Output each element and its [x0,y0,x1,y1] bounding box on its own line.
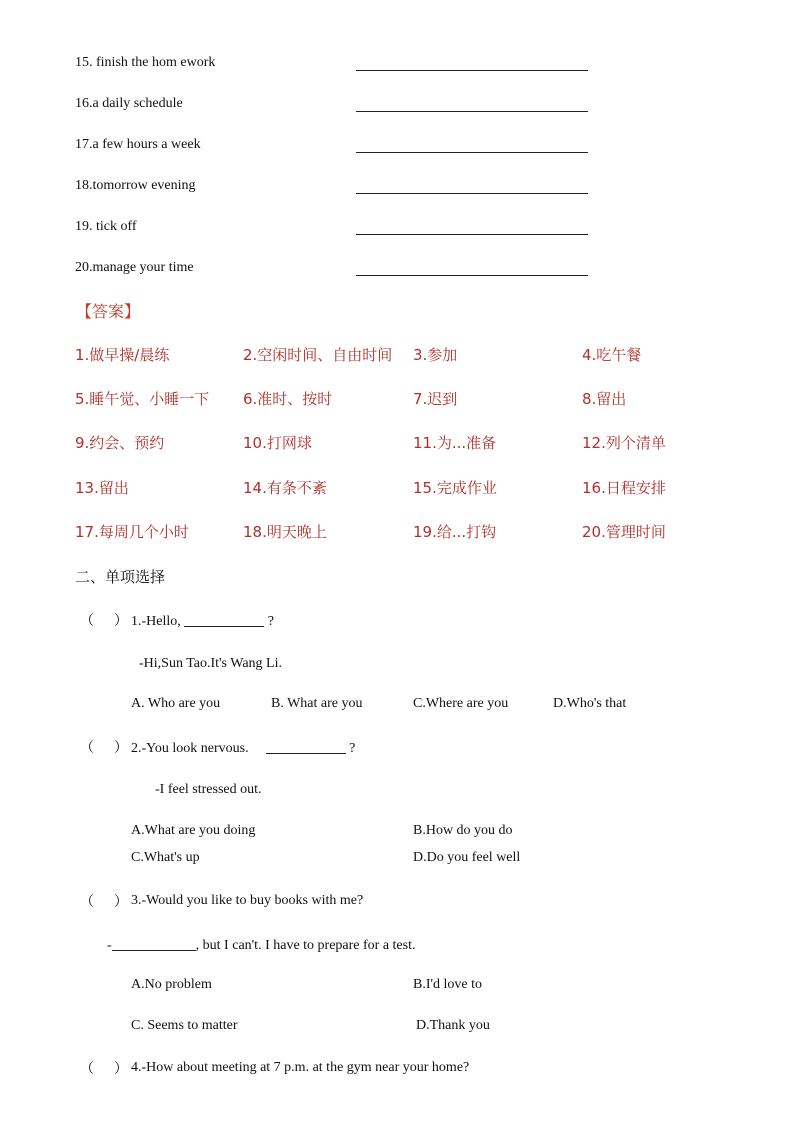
answer-item: 16.日程安排 [582,479,666,497]
answer-item: 3.参加 [413,346,458,364]
option-a[interactable]: A.No problem [131,977,212,992]
answer-paren-close: ） [114,741,128,756]
answer-heading: 【答案】 [76,302,141,321]
vocab-item-15: 15. finish the hom ework [75,55,216,70]
answer-blank-19[interactable] [356,234,588,235]
option-b[interactable]: B.I'd love to [413,977,483,992]
question-1-reply: -Hi,Sun Tao.It's Wang Li. [139,656,283,671]
answer-paren-close: ） [114,1062,128,1077]
answer-item: 9.约会、预约 [75,434,165,452]
answer-item: 1.做早操/晨练 [75,346,170,364]
option-c[interactable]: C. Seems to matter [131,1018,238,1033]
question-2-reply: -I feel stressed out. [155,782,262,797]
answer-paren-open: （ [80,1062,94,1077]
fill-blank[interactable] [184,612,264,627]
answer-paren-open: （ [80,895,94,910]
reply-text: , but I can't. I have to prepare for a test. [195,938,416,953]
answer-paren-close: ） [114,895,128,910]
answer-item: 18.明天晚上 [243,523,327,541]
answer-item: 17.每周几个小时 [75,523,189,541]
reply-dash: - [107,938,112,953]
vocab-item-20: 20.manage your time [75,260,194,275]
question-2-stem [131,739,355,757]
question-3-stem: 3.-Would you like to buy books with me? [131,893,364,908]
answer-item: 14.有条不紊 [243,479,327,497]
vocab-item-16: 16.a daily schedule [75,96,183,111]
question-4-stem: 4.-How about meeting at 7 p.m. at the gym near your home? [131,1060,470,1075]
answer-paren-open: （ [80,741,94,756]
option-d[interactable]: D.Thank you [416,1018,490,1033]
answer-blank-18[interactable] [356,193,588,194]
answer-item: 19.给...打钩 [413,523,497,541]
answer-item: 8.留出 [582,390,627,408]
answer-item: 5.睡午觉、小睡一下 [75,390,210,408]
option-b[interactable]: B.How do you do [413,823,513,838]
option-a[interactable]: A. Who are you [131,696,221,711]
answer-box-q4[interactable] [94,1060,114,1076]
option-d[interactable]: D.Do you feel well [413,850,521,865]
answer-box-q2[interactable] [94,739,114,755]
option-a[interactable]: A.What are you doing [131,823,256,838]
question-stem-end: ? [267,614,274,629]
answer-paren-close: ） [114,614,128,629]
answer-item: 6.准时、按时 [243,390,333,408]
answer-item: 13.留出 [75,479,129,497]
vocab-item-19: 19. tick off [75,219,137,234]
vocab-item-18: 18.tomorrow evening [75,178,196,193]
answer-blank-16[interactable] [356,111,588,112]
answer-box-q3[interactable] [94,893,114,909]
answer-blank-20[interactable] [356,275,588,276]
question-stem-end: ? [349,741,356,756]
answer-item: 12.列个清单 [582,434,666,452]
answer-item: 20.管理时间 [582,523,666,541]
answer-item: 7.迟到 [413,390,458,408]
answer-box-q1[interactable] [94,612,114,628]
answer-blank-17[interactable] [356,152,588,153]
answer-item: 15.完成作业 [413,479,497,497]
answer-item: 10.打网球 [243,434,312,452]
fill-blank[interactable] [266,739,346,754]
option-c[interactable]: C.What's up [131,850,200,865]
vocab-item-17: 17.a few hours a week [75,137,201,152]
option-b[interactable]: B. What are you [271,696,363,711]
answer-item: 4.吃午餐 [582,346,642,364]
question-stem-text: 1.-Hello, [131,614,181,629]
question-stem-text: 2.-You look nervous. [131,741,249,756]
answer-item: 11.为...准备 [413,434,497,452]
answer-item: 2.空闲时间、自由时间 [243,346,393,364]
option-c[interactable]: C.Where are you [413,696,509,711]
question-1-stem [131,612,274,630]
answer-blank-15[interactable] [356,70,588,71]
answer-paren-open: （ [80,614,94,629]
section-title: 二、单项选择 [75,568,166,586]
option-d[interactable]: D.Who's that [553,696,627,711]
fill-blank[interactable] [112,936,196,951]
question-3-reply [107,936,416,954]
